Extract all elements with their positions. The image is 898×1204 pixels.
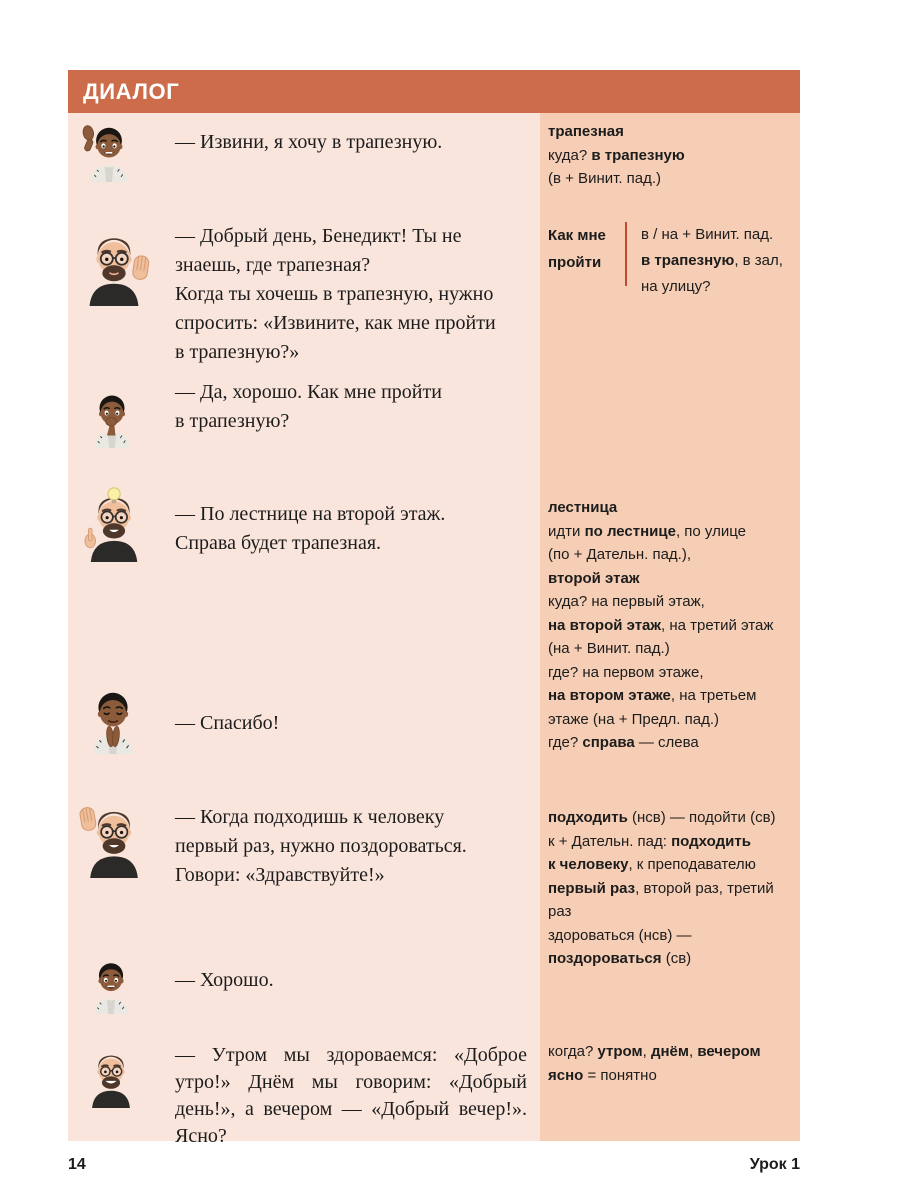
note-text: (св) [661,950,692,967]
note-term-bold: подходить [548,809,628,826]
note-term-bold: в трапезную [641,252,735,269]
note-line [548,806,798,830]
note-text: куда? [548,146,592,164]
dialog-line: знаешь, где трапезная? [175,254,371,276]
dialog-line: — Спасибо! [175,712,280,734]
vocabulary-note [548,496,798,755]
note-keyword-column [548,222,618,300]
note-text: куда? на первый этаж, [548,593,705,610]
note-line [548,830,798,854]
note-term-bold: утром [597,1043,643,1060]
note-text: (по + Дательн. пад.), [548,546,692,563]
note-text: , второй раз, третий [635,879,774,897]
page-number: 14 [68,1156,86,1173]
note-line [641,248,783,274]
note-line [548,661,798,685]
dialog-line: Справа будет трапезная. [175,532,382,554]
dialog-speech [175,1042,527,1150]
note-line [548,947,798,971]
note-term-bold: справа [582,734,635,751]
note-text: — слева [634,734,699,751]
note-line [548,567,798,591]
red-divider-line [625,222,627,286]
note-term-bold: днём [650,1043,689,1060]
note-term-bold: ясно [548,1066,584,1084]
note-term-bold: вечером [697,1043,761,1060]
note-line [548,222,618,249]
dialog-line: — По лестнице на второй этаж. [175,503,446,525]
note-line [548,496,798,520]
note-term-bold: второй этаж [548,569,640,587]
memoji-bearded-man-grinning-icon [80,1044,142,1110]
note-text: в / на + Винит. пад. [641,226,774,243]
note-line [548,731,798,755]
note-term-bold: по лестнице [584,522,676,540]
note-text: , [642,1043,651,1060]
note-term-bold: в трапезную [591,146,685,164]
dialog-line: спросить: «Извините, как мне пройти [175,312,496,334]
note-text: , [688,1043,698,1060]
note-term-bold: к человеку [548,856,629,873]
memoji-bearded-man-idea-finger-up-icon [76,486,152,562]
note-line [641,274,783,300]
vocabulary-note [548,120,798,191]
dialog-line: Ясно? [175,1125,227,1147]
note-text: , по улице [675,522,747,540]
vocabulary-note [548,222,800,300]
note-line [548,614,798,638]
note-text: где? на первом этаже, [548,663,704,681]
note-text: к + Дательн. пад: [548,832,672,850]
note-line [548,853,798,877]
note-text: раз [548,903,572,920]
note-term-bold: на втором этаже [548,687,671,704]
note-text: этаже (на + Предл. пад.) [548,710,719,728]
dialog-line: — Да, хорошо. Как мне пройти [175,381,442,403]
note-line [548,543,798,567]
note-text: (на + Винит. пад.) [548,640,670,657]
note-text: (в + Винит. пад.) [548,170,662,187]
note-line [548,120,798,144]
dialog-line: день!», а вечером — «Добрый вечер!». [175,1098,527,1120]
section-title: ДИАЛОГ [83,78,180,104]
note-term-bold: поздороваться [548,950,662,967]
dialog-line: — Добрый день, Бенедикт! Ты не [175,225,462,247]
dialog-line: в трапезную? [175,410,290,432]
dialog-speech [175,128,442,157]
note-term-bold: на второй этаж [548,616,662,634]
note-term-bold: подходить [671,832,751,850]
note-line [548,924,798,948]
note-term-bold: Как мне [548,227,606,244]
dialog-line: Когда ты хочешь в трапезную, нужно [175,283,494,305]
dialog-line: — Утром мы здороваемся: «Доброе [175,1044,527,1066]
vocabulary-note [548,806,798,971]
note-line [548,637,798,661]
note-line [548,1040,798,1064]
section-header-bar [68,70,800,113]
note-line [548,900,798,924]
note-line [548,684,798,708]
note-explanation-column [641,222,783,300]
note-text: , на третьем [670,687,757,704]
note-text: , на третий этаж [661,616,774,634]
note-text: где? [548,734,583,751]
dialog-speech [175,500,445,558]
note-text: на улицу? [641,278,711,295]
note-text: , в зал, [734,252,783,269]
note-text: , к преподавателю [628,856,756,873]
dialog-line: первый раз, нужно поздороваться. [175,835,467,857]
lesson-label: Урок 1 [749,1156,800,1173]
memoji-bearded-man-waving-icon [74,800,154,878]
memoji-dark-young-man-praying-hands-icon [78,676,148,762]
note-term-bold: трапезная [548,123,624,140]
note-line [548,249,618,276]
vocabulary-note [548,1040,798,1087]
note-line [641,222,783,248]
memoji-bearded-man-stop-hand-icon [74,220,154,312]
note-text: когда? [548,1043,598,1060]
note-line [548,144,798,168]
note-line [548,1064,798,1088]
dialog-line: в трапезную?» [175,341,300,363]
memoji-dark-young-man-raising-hand-icon [78,114,140,188]
note-line [548,520,798,544]
dialog-line: Говори: «Здравствуйте!» [175,864,385,886]
note-text: здороваться (нсв) — [548,926,692,944]
dialog-line: — Извини, я хочу в трапезную. [175,131,443,153]
note-text: идти [548,522,585,540]
dialog-line: утро!» Днём мы говорим: «Добрый [175,1071,527,1093]
note-text: (нсв) — подойти (св) [627,809,776,826]
dialog-speech [175,803,467,890]
note-term-bold: лестница [548,499,618,516]
dialog-line: — Хорошо. [175,969,274,991]
dialog-speech [175,222,496,367]
dialog-line: — Когда подходишь к человеку [175,806,445,828]
dialog-speech [175,378,442,436]
note-line [548,167,798,191]
memoji-dark-young-man-smiling-icon [82,952,140,1018]
note-text: = понятно [583,1066,657,1084]
note-term-bold: первый раз [548,879,636,897]
memoji-dark-young-man-pensive-icon [82,382,142,454]
dialog-speech [175,709,279,738]
note-line [548,590,798,614]
dialog-speech [175,966,274,995]
note-line [548,708,798,732]
note-term-bold: пройти [548,254,602,271]
note-line [548,877,798,901]
